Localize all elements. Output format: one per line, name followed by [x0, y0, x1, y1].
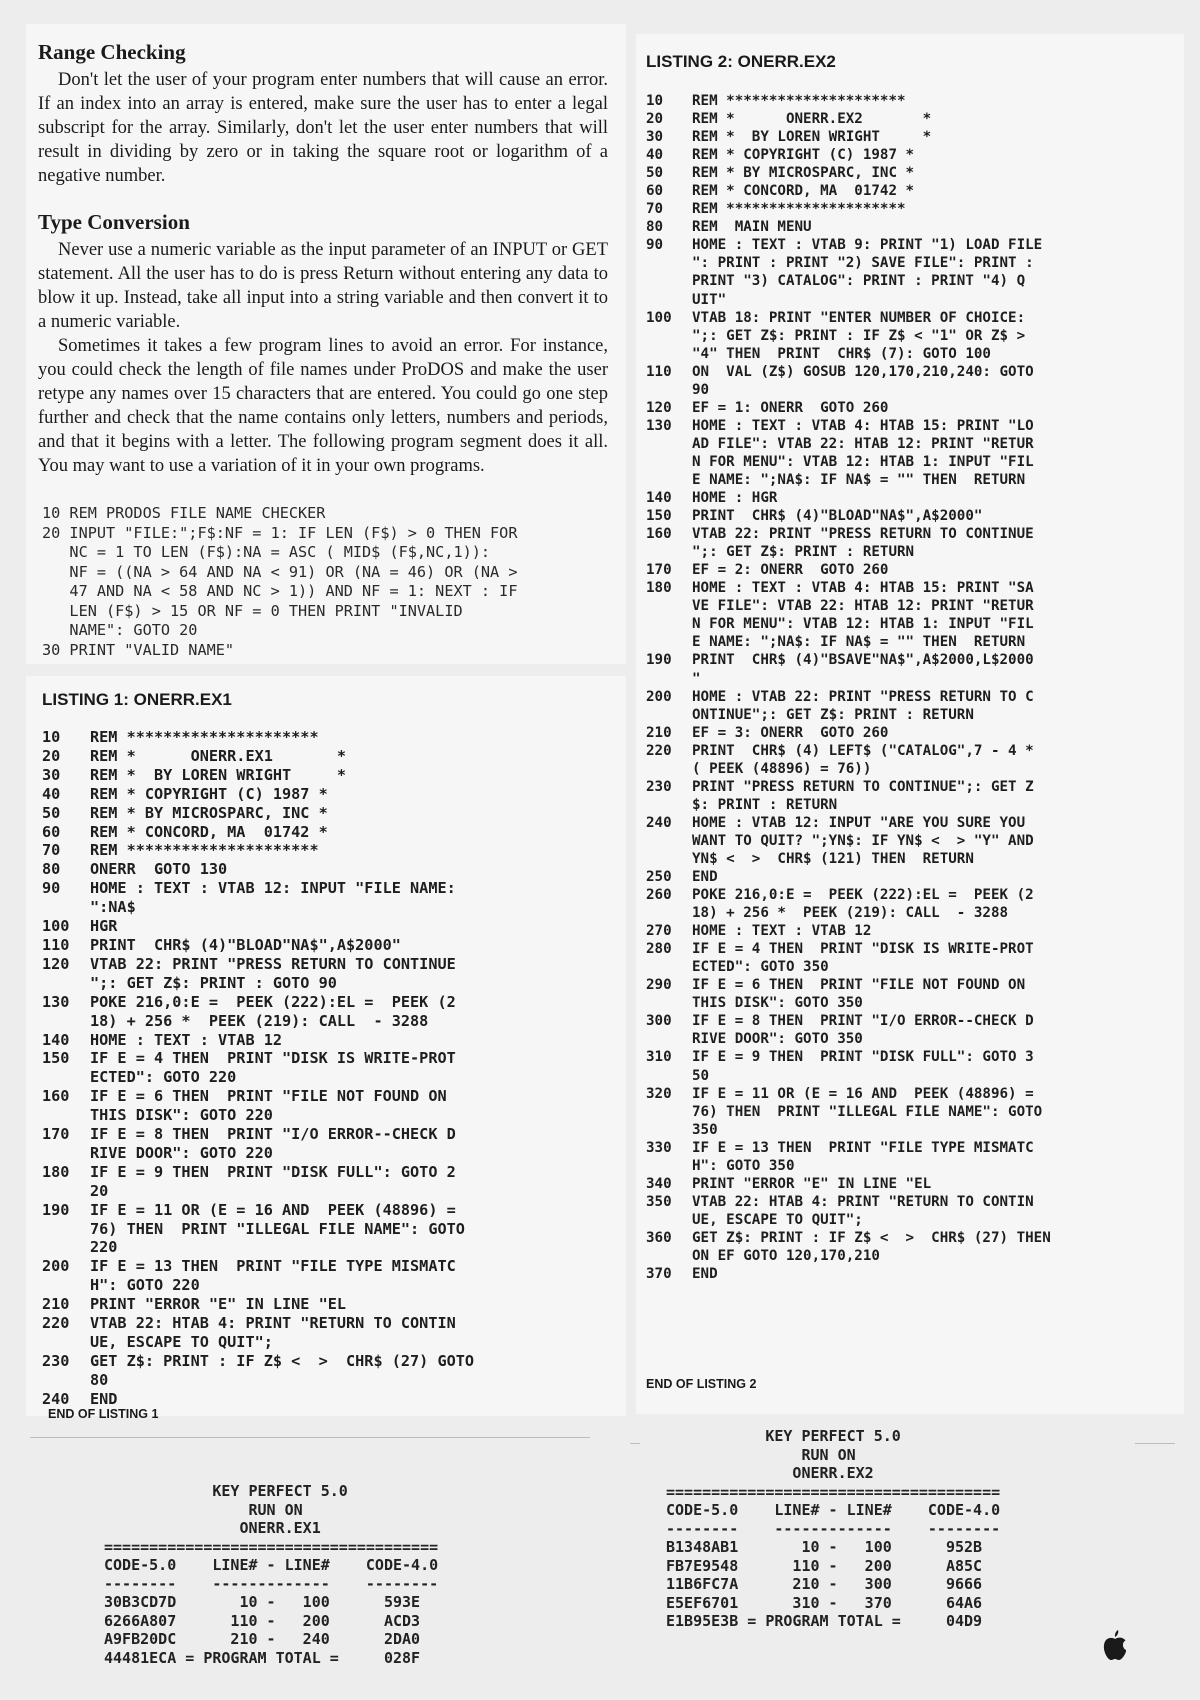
line-text: IF E = 8 THEN PRINT "I/O ERROR--CHECK D RIVE DOOR": GOTO 350 [692, 1013, 1034, 1048]
listing-2-key-perfect-table: KEY PERFECT 5.0 RUN ON ONERR.EX2 ===================================== CODE-5.0 LINE# - LINE# CODE-4.0 -------- ------------- -------- B1348AB1 10 - 100 952B FB7E9548 110 - 200 A85C 11B6FC7A 210 - 300 9666 E5EF6701 310 - 370 64A6 E1B95E3B = PROGRAM TOTAL = 04D9 [666, 1427, 1001, 1630]
line-number: 300 [646, 1013, 672, 1030]
code-line [42, 1295, 602, 1314]
code-line [646, 1229, 1174, 1265]
line-number: 150 [42, 1049, 70, 1068]
line-text: REM ********************* [692, 201, 906, 218]
line-number: 190 [646, 652, 672, 669]
line-text: IF E = 9 THEN PRINT "DISK FULL": GOTO 2 20 [90, 1162, 456, 1200]
divider [30, 1437, 590, 1438]
line-number: 120 [646, 399, 672, 416]
code-line [42, 879, 602, 917]
section-heading: Type Conversion [38, 210, 190, 234]
paragraph: Sometimes it takes a few program lines to avoid an error. For instance, you could check the length of file names under ProDOS and make the user retype any names over 15 characters that are entered. You could go one step further and check that the name contains only letters, numbers and periods, and that it begins with a letter. The following program segment does it all. You may want to use a variation of it in your own programs. [38, 336, 608, 476]
line-text: HOME : TEXT : VTAB 4: HTAB 15: PRINT "LO AD FILE": VTAB 22: HTAB 12: PRINT "RETUR N FOR MENU": VTAB 12: HTAB 1: INPUT "FIL E NAME: ";NA$: IF NA$ = "" THEN RETURN [692, 417, 1034, 488]
line-number: 100 [646, 309, 672, 326]
line-text: PRINT CHR$ (4) LEFT$ ("CATALOG",7 - 4 * ( PEEK (48896) = 76)) [692, 742, 1034, 777]
line-number: 160 [42, 1087, 70, 1106]
line-number: 180 [42, 1162, 70, 1181]
line-number: 10 [646, 93, 664, 109]
line-text: EF = 1: ONERR GOTO 260 [692, 399, 889, 416]
code-line [646, 363, 1174, 399]
line-text: REM * BY MICROSPARC, INC * [90, 803, 328, 822]
code-line [42, 823, 602, 842]
code-line [646, 525, 1174, 561]
line-number: 250 [646, 869, 672, 886]
code-line [646, 868, 1174, 886]
line-number: 330 [646, 1139, 672, 1156]
line-number: 260 [646, 887, 672, 904]
line-text: IF E = 13 THEN PRINT "FILE TYPE MISMATC H": GOTO 350 [692, 1139, 1034, 1174]
code-line [646, 579, 1174, 651]
line-text: HGR [90, 917, 118, 936]
code-line [646, 236, 1174, 308]
code-line [42, 766, 602, 785]
code-line [42, 1049, 602, 1087]
code-line [42, 1257, 602, 1295]
code-line [646, 110, 1174, 128]
code-line [42, 860, 602, 879]
line-text: HOME : HGR [692, 490, 778, 507]
line-number: 40 [646, 147, 664, 164]
code-line [42, 1314, 602, 1352]
line-number: 290 [646, 977, 672, 994]
line-number: 230 [42, 1351, 70, 1370]
paragraph: Don't let the user of your program enter numbers that will cause an error. If an index into an array is entered, make sure the user has to enter a legal subscript for the array. Similarly, don't let the user enter numbers that will result in dividing by zero or in taking the square root or logarithm of a negative number. [38, 70, 608, 186]
code-line [42, 955, 602, 993]
code-line [42, 1201, 602, 1258]
line-number: 340 [646, 1175, 672, 1192]
line-number: 70 [646, 201, 664, 218]
listing-1-title: LISTING 1: ONERR.EX1 [42, 690, 232, 709]
line-text: REM * COPYRIGHT (C) 1987 * [90, 784, 328, 803]
line-text: REM * ONERR.EX1 * [90, 746, 347, 765]
code-line [646, 1139, 1174, 1175]
line-text: VTAB 22: PRINT "PRESS RETURN TO CONTINUE ";: GET Z$: PRINT : GOTO 90 [90, 954, 456, 992]
listing-2-code [646, 92, 1174, 1283]
line-text: IF E = 11 OR (E = 16 AND PEEK (48896) = 76) THEN PRINT "ILLEGAL FILE NAME": GOTO 220 [90, 1200, 465, 1257]
line-text: EF = 2: ONERR GOTO 260 [692, 562, 889, 579]
listing-1-key-perfect-table: KEY PERFECT 5.0 RUN ON ONERR.EX1 ===================================== CODE-5.0 LINE# - LINE# CODE-4.0 -------- ------------- -------- 30B3CD7D 10 - 100 593E 6266A807 110 - 200 ACD3 A9FB20DC 210 - 240 2DA0 44481ECA = PROGRAM TOTAL = 028F [104, 1482, 439, 1667]
line-text: IF E = 6 THEN PRINT "FILE NOT FOUND ON THIS DISK": GOTO 220 [90, 1087, 447, 1125]
code-line [646, 128, 1174, 146]
line-text: GET Z$: PRINT : IF Z$ < > CHR$ (27) GOTO 80 [90, 1351, 475, 1389]
line-text: HOME : VTAB 22: PRINT "PRESS RETURN TO C ONTINUE";: GET Z$: PRINT : RETURN [692, 688, 1034, 723]
code-line [646, 886, 1174, 922]
line-number: 140 [646, 490, 672, 507]
line-number: 370 [646, 1266, 672, 1283]
line-text: ON VAL (Z$) GOSUB 120,170,210,240: GOTO 90 [692, 363, 1034, 398]
article-body [38, 40, 608, 478]
line-text: END [692, 869, 718, 886]
line-text: REM * BY MICROSPARC, INC * [692, 165, 915, 182]
code-line [646, 778, 1174, 814]
code-line [42, 728, 602, 747]
code-line [42, 1031, 602, 1050]
code-line [646, 814, 1174, 868]
line-number: 50 [646, 165, 664, 182]
line-text: END [90, 1389, 118, 1408]
line-text: IF E = 6 THEN PRINT "FILE NOT FOUND ON THIS DISK": GOTO 350 [692, 977, 1026, 1012]
line-number: 210 [646, 724, 672, 741]
code-line [42, 785, 602, 804]
line-number: 170 [646, 562, 672, 579]
section-heading: Range Checking [38, 40, 186, 64]
code-line [42, 936, 602, 955]
line-text: VTAB 22: PRINT "PRESS RETURN TO CONTINUE ";: GET Z$: PRINT : RETURN [692, 526, 1034, 561]
line-text: PRINT CHR$ (4)"BLOAD"NA$",A$2000" [90, 935, 401, 954]
line-number: 160 [646, 526, 672, 543]
line-text: IF E = 9 THEN PRINT "DISK FULL": GOTO 3 50 [692, 1049, 1034, 1084]
code-line [42, 993, 602, 1031]
line-text: IF E = 4 THEN PRINT "DISK IS WRITE-PROT ECTED": GOTO 220 [90, 1049, 456, 1087]
line-number: 170 [42, 1125, 70, 1144]
line-number: 70 [42, 841, 61, 860]
line-number: 20 [42, 746, 61, 765]
line-number: 120 [42, 954, 70, 973]
line-text: REM * BY LOREN WRIGHT * [90, 765, 347, 784]
code-line [646, 976, 1174, 1012]
line-number: 240 [646, 814, 672, 831]
line-number: 20 [646, 111, 664, 128]
code-line [646, 724, 1174, 742]
code-line [646, 182, 1174, 200]
line-number: 140 [42, 1030, 70, 1049]
listing-2-end-label: END OF LISTING 2 [646, 1377, 757, 1391]
code-line [646, 940, 1174, 976]
line-number: 200 [42, 1257, 70, 1276]
line-number: 80 [42, 860, 61, 879]
line-number: 100 [42, 917, 70, 936]
line-text: HOME : TEXT : VTAB 12: INPUT "FILE NAME: ":NA$ [90, 879, 456, 917]
code-line [42, 841, 602, 860]
line-text: PRINT "PRESS RETURN TO CONTINUE";: GET Z $: PRINT : RETURN [692, 778, 1034, 813]
line-text: REM ********************* [692, 93, 906, 109]
line-text: PRINT "ERROR "E" IN LINE "EL [692, 1175, 932, 1192]
code-line [42, 1390, 602, 1409]
code-line [646, 200, 1174, 218]
line-number: 40 [42, 784, 61, 803]
line-number: 220 [42, 1314, 70, 1333]
line-text: POKE 216,0:E = PEEK (222):EL = PEEK (2 18) + 256 * PEEK (219): CALL - 3288 [692, 887, 1034, 922]
line-number: 90 [42, 879, 61, 898]
code-line [42, 1352, 602, 1390]
line-number: 270 [646, 923, 672, 940]
line-text: HOME : TEXT : VTAB 12 [90, 1030, 283, 1049]
listing-2-title: LISTING 2: ONERR.EX2 [646, 52, 836, 71]
code-line [646, 1048, 1174, 1084]
line-number: 10 [42, 728, 61, 746]
line-text: END [692, 1266, 718, 1283]
line-text: PRINT CHR$ (4)"BLOAD"NA$",A$2000" [692, 508, 983, 525]
line-number: 350 [646, 1193, 672, 1210]
line-text: EF = 3: ONERR GOTO 260 [692, 724, 889, 741]
line-text: GET Z$: PRINT : IF Z$ < > CHR$ (27) THEN ON EF GOTO 120,170,210 [692, 1229, 1051, 1264]
line-number: 280 [646, 941, 672, 958]
code-line [646, 1175, 1174, 1193]
code-line [42, 1163, 602, 1201]
code-line [646, 218, 1174, 236]
line-text: PRINT "ERROR "E" IN LINE "EL [90, 1295, 347, 1314]
line-number: 200 [646, 688, 672, 705]
code-line [646, 651, 1174, 687]
line-number: 30 [646, 129, 664, 146]
code-line [646, 1085, 1174, 1139]
line-number: 110 [646, 363, 672, 380]
code-line [646, 688, 1174, 724]
line-number: 230 [646, 778, 672, 795]
line-text: REM * ONERR.EX2 * [692, 111, 932, 128]
code-line [42, 747, 602, 766]
paragraph: Never use a numeric variable as the input parameter of an INPUT or GET statement. All the user has to do is press Return without entering any data to blow it up. Instead, take all input into a string variable and then convert it to a numeric variable. [38, 240, 608, 332]
line-text: REM * COPYRIGHT (C) 1987 * [692, 147, 915, 164]
code-line [42, 1087, 602, 1125]
line-text: IF E = 8 THEN PRINT "I/O ERROR--CHECK D RIVE DOOR": GOTO 220 [90, 1125, 456, 1162]
code-line [646, 1012, 1174, 1048]
code-line [646, 489, 1174, 507]
line-number: 30 [42, 765, 61, 784]
line-text: REM * BY LOREN WRIGHT * [692, 129, 932, 146]
line-text: POKE 216,0:E = PEEK (222):EL = PEEK (2 18) + 256 * PEEK (219): CALL - 3288 [90, 992, 456, 1030]
code-line [646, 1265, 1174, 1283]
line-number: 210 [42, 1295, 70, 1314]
line-text: HOME : TEXT : VTAB 4: HTAB 15: PRINT "SA VE FILE": VTAB 22: HTAB 12: PRINT "RETUR N FOR MENU": VTAB 12: HTAB 1: INPUT "FIL E NAME: ";NA$: IF NA$ = "" THEN RETURN [692, 580, 1034, 651]
line-number: 220 [646, 742, 672, 759]
line-text: PRINT CHR$ (4)"BSAVE"NA$",A$2000,L$2000 " [692, 652, 1034, 687]
line-text: REM ********************* [90, 728, 319, 746]
listing-1-end-label: END OF LISTING 1 [48, 1407, 159, 1421]
line-number: 240 [42, 1389, 70, 1408]
line-text: IF E = 4 THEN PRINT "DISK IS WRITE-PROT ECTED": GOTO 350 [692, 941, 1034, 976]
line-text: IF E = 13 THEN PRINT "FILE TYPE MISMATC H": GOTO 220 [90, 1257, 456, 1295]
line-number: 60 [646, 183, 664, 200]
line-text: VTAB 22: HTAB 4: PRINT "RETURN TO CONTIN UE, ESCAPE TO QUIT"; [90, 1314, 456, 1351]
code-line [646, 922, 1174, 940]
line-number: 180 [646, 580, 672, 597]
line-text: ONERR GOTO 130 [90, 860, 228, 879]
line-number: 60 [42, 822, 61, 841]
line-text: VTAB 22: HTAB 4: PRINT "RETURN TO CONTIN UE, ESCAPE TO QUIT"; [692, 1193, 1034, 1228]
code-line [42, 917, 602, 936]
line-number: 150 [646, 508, 672, 525]
file-name-checker-code: 10 REM PRODOS FILE NAME CHECKER 20 INPUT "FILE:";F$:NF = 1: IF LEN (F$) > 0 THEN FOR NC = 1 TO LEN (F$):NA = ASC ( MID$ (F$,NC,1)): NF = ((NA > 64 AND NA < 91) OR (NA = 46) OR (NA > 47 AND NA < 58 AND NC > 1)) AND NF = 1: NEXT : IF LEN (F$) > 15 OR NF = 0 THEN PRINT "INVALID NAME": GOTO 20 30 PRINT "VALID NAME" [42, 504, 518, 659]
line-number: 90 [646, 237, 664, 254]
line-text: REM MAIN MENU [692, 219, 812, 236]
divider [630, 1443, 640, 1444]
code-line [42, 1125, 602, 1163]
line-text: VTAB 18: PRINT "ENTER NUMBER OF CHOICE: ";: GET Z$: PRINT : IF Z$ < "1" OR Z$ > "4" THEN PRINT CHR$ (7): GOTO 100 [692, 309, 1026, 362]
code-line [646, 742, 1174, 778]
code-line [646, 164, 1174, 182]
code-line [646, 309, 1174, 363]
code-line [646, 507, 1174, 525]
code-line [646, 417, 1174, 489]
listing-1-code [42, 728, 602, 1409]
line-text: REM * CONCORD, MA 01742 * [692, 183, 915, 200]
line-number: 310 [646, 1049, 672, 1066]
code-line [42, 804, 602, 823]
code-line [646, 561, 1174, 579]
line-text: REM * CONCORD, MA 01742 * [90, 822, 328, 841]
code-line [646, 1193, 1174, 1229]
line-text: REM ********************* [90, 841, 319, 860]
line-text: HOME : VTAB 12: INPUT "ARE YOU SURE YOU WANT TO QUIT? ";YN$: IF YN$ < > "Y" AND YN$ < > CHR$ (121) THEN RETURN [692, 814, 1034, 867]
line-text: IF E = 11 OR (E = 16 AND PEEK (48896) = 76) THEN PRINT "ILLEGAL FILE NAME": GOTO 350 [692, 1085, 1043, 1138]
line-number: 50 [42, 803, 61, 822]
code-line [646, 92, 1174, 110]
line-text: HOME : TEXT : VTAB 12 [692, 923, 872, 940]
code-line [646, 146, 1174, 164]
code-line [646, 399, 1174, 417]
line-number: 360 [646, 1229, 672, 1246]
line-number: 130 [42, 992, 70, 1011]
line-number: 320 [646, 1085, 672, 1102]
divider [1135, 1443, 1175, 1444]
line-text: HOME : TEXT : VTAB 9: PRINT "1) LOAD FILE ": PRINT : PRINT "2) SAVE FILE": PRINT : PRINT "3) CATALOG": PRINT : PRINT "4) Q UIT" [692, 237, 1043, 308]
apple-logo-icon [1102, 1628, 1128, 1662]
line-number: 190 [42, 1200, 70, 1219]
line-number: 80 [646, 219, 664, 236]
line-number: 110 [42, 935, 70, 954]
line-number: 130 [646, 417, 672, 434]
